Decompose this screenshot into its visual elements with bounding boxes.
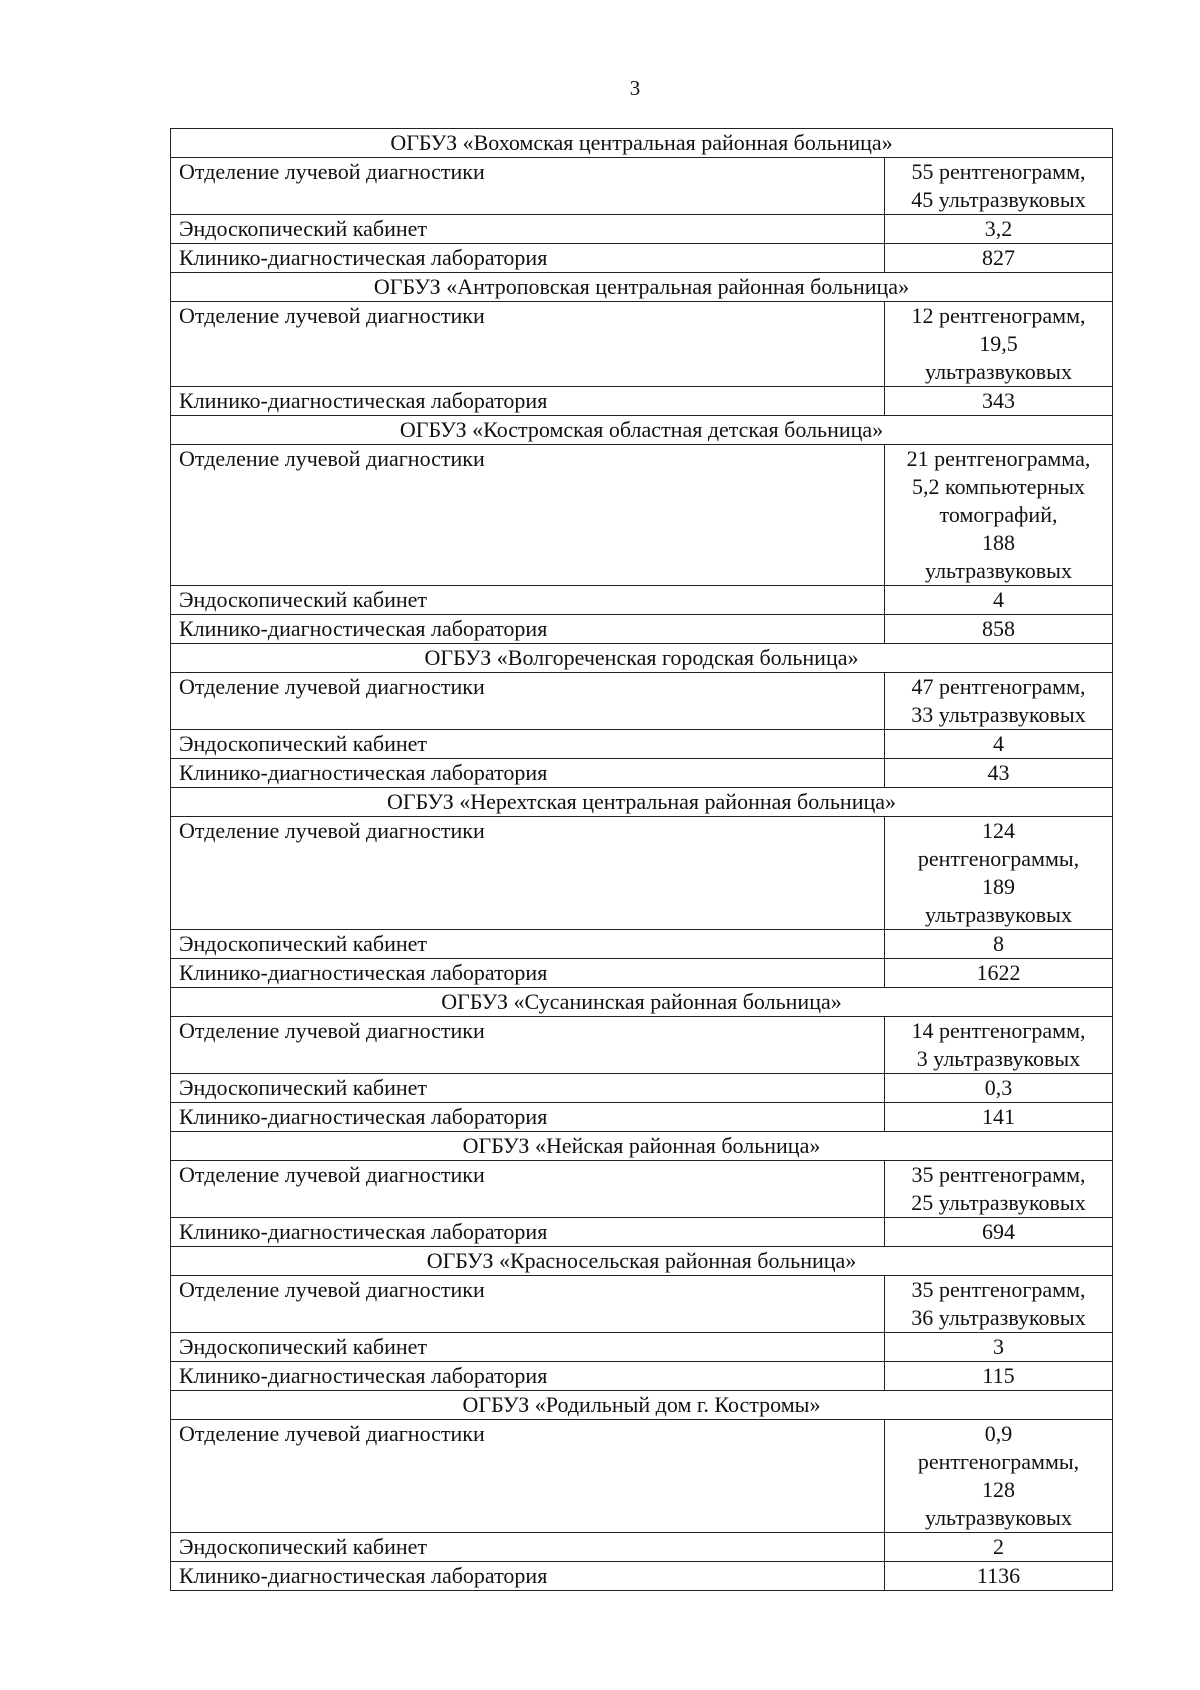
- department-name: Эндоскопический кабинет: [171, 1074, 885, 1103]
- department-name: Эндоскопический кабинет: [171, 930, 885, 959]
- value-line: 1136: [976, 1563, 1021, 1588]
- workload-value: [885, 1362, 1113, 1391]
- institution-header-row: [171, 273, 1113, 302]
- value-line: ультразвуковых: [925, 902, 1072, 927]
- table-row: [171, 1103, 1113, 1132]
- workload-value: [885, 158, 1113, 215]
- department-name: Клинико-диагностическая лаборатория: [171, 759, 885, 788]
- table-row: [171, 1074, 1113, 1103]
- table-row: [171, 1218, 1113, 1247]
- table-row: [171, 930, 1113, 959]
- value-line: 19,5: [979, 331, 1018, 356]
- workload-value: [885, 215, 1113, 244]
- value-line: 5,2 компьютерных: [912, 474, 1085, 499]
- value-line: 0,3: [984, 1075, 1013, 1100]
- institution-header-row: [171, 129, 1113, 158]
- value-line: 189: [982, 874, 1015, 899]
- table-row: [171, 1017, 1113, 1074]
- value-line: 3 ультразвуковых: [916, 1046, 1081, 1071]
- value-line: рентгенограммы,: [917, 846, 1080, 871]
- workload-value: [885, 586, 1113, 615]
- institution-name: ОГБУЗ «Сусанинская районная больница»: [171, 988, 1113, 1017]
- value-line: рентгенограммы,: [917, 1449, 1080, 1474]
- workload-value: [885, 615, 1113, 644]
- table-row: [171, 1533, 1113, 1562]
- institution-header-row: [171, 1132, 1113, 1161]
- institution-name: ОГБУЗ «Родильный дом г. Костромы»: [171, 1391, 1113, 1420]
- workload-value: [885, 930, 1113, 959]
- department-name: Отделение лучевой диагностики: [171, 817, 885, 930]
- table-row: [171, 1333, 1113, 1362]
- department-name: Эндоскопический кабинет: [171, 1533, 885, 1562]
- value-line: 12 рентгенограмм,: [911, 303, 1086, 328]
- value-line: 43: [987, 760, 1010, 785]
- workload-value: [885, 1074, 1113, 1103]
- department-name: Отделение лучевой диагностики: [171, 1017, 885, 1074]
- department-name: Отделение лучевой диагностики: [171, 302, 885, 387]
- table-row: [171, 215, 1113, 244]
- institution-header-row: [171, 1247, 1113, 1276]
- workload-value: [885, 302, 1113, 387]
- table-row: [171, 158, 1113, 215]
- value-line: 3: [993, 1334, 1004, 1359]
- table-row: [171, 244, 1113, 273]
- institution-header-row: [171, 988, 1113, 1017]
- value-line: 47 рентгенограмм,: [911, 674, 1086, 699]
- institution-header-row: [171, 788, 1113, 817]
- workload-value: [885, 759, 1113, 788]
- workload-value: [885, 1218, 1113, 1247]
- value-line: 124: [982, 818, 1015, 843]
- value-line: 55 рентгенограмм,: [911, 159, 1086, 184]
- workload-value: [885, 387, 1113, 416]
- institution-name: ОГБУЗ «Костромская областная детская больница»: [171, 416, 1113, 445]
- table-row: [171, 1420, 1113, 1533]
- department-name: Клинико-диагностическая лаборатория: [171, 959, 885, 988]
- workload-value: [885, 1420, 1113, 1533]
- value-line: 141: [982, 1104, 1015, 1129]
- department-name: Клинико-диагностическая лаборатория: [171, 1103, 885, 1132]
- workload-value: [885, 730, 1113, 759]
- department-name: Эндоскопический кабинет: [171, 730, 885, 759]
- workload-value: [885, 817, 1113, 930]
- value-line: 25 ультразвуковых: [911, 1190, 1086, 1215]
- table-row: [171, 759, 1113, 788]
- institution-header-row: [171, 1391, 1113, 1420]
- value-line: 694: [982, 1219, 1015, 1244]
- value-line: ультразвуковых: [925, 1505, 1072, 1530]
- department-name: Эндоскопический кабинет: [171, 586, 885, 615]
- workload-value: [885, 1333, 1113, 1362]
- table-row: [171, 673, 1113, 730]
- table-row: [171, 586, 1113, 615]
- institution-name: ОГБУЗ «Вохомская центральная районная больница»: [171, 129, 1113, 158]
- institution-name: ОГБУЗ «Нерехтская центральная районная больница»: [171, 788, 1113, 817]
- value-line: 858: [982, 616, 1015, 641]
- workload-value: [885, 1103, 1113, 1132]
- department-name: Клинико-диагностическая лаборатория: [171, 1218, 885, 1247]
- institution-header-row: [171, 416, 1113, 445]
- value-line: 827: [982, 245, 1015, 270]
- table-row: [171, 959, 1113, 988]
- value-line: 1622: [976, 960, 1021, 985]
- table-row: [171, 387, 1113, 416]
- workload-value: [885, 1276, 1113, 1333]
- table-body: [171, 129, 1113, 1591]
- table-row: [171, 1562, 1113, 1591]
- institution-name: ОГБУЗ «Красносельская районная больница»: [171, 1247, 1113, 1276]
- department-name: Клинико-диагностическая лаборатория: [171, 244, 885, 273]
- workload-value: [885, 1562, 1113, 1591]
- department-name: Отделение лучевой диагностики: [171, 1420, 885, 1533]
- table-row: [171, 730, 1113, 759]
- department-name: Отделение лучевой диагностики: [171, 158, 885, 215]
- value-line: 35 рентгенограмм,: [911, 1162, 1086, 1187]
- workload-value: [885, 1533, 1113, 1562]
- department-name: Отделение лучевой диагностики: [171, 1276, 885, 1333]
- value-line: 343: [982, 388, 1015, 413]
- department-name: Отделение лучевой диагностики: [171, 673, 885, 730]
- value-line: 4: [993, 731, 1004, 756]
- value-line: 45 ультразвуковых: [911, 187, 1086, 212]
- table-row: [171, 1276, 1113, 1333]
- workload-value: [885, 673, 1113, 730]
- value-line: 21 рентгенограмма,: [906, 446, 1091, 471]
- value-line: 2: [993, 1534, 1004, 1559]
- institution-name: ОГБУЗ «Нейская районная больница»: [171, 1132, 1113, 1161]
- workload-value: [885, 1017, 1113, 1074]
- institution-name: ОГБУЗ «Антроповская центральная районная больница»: [171, 273, 1113, 302]
- department-name: Клинико-диагностическая лаборатория: [171, 615, 885, 644]
- diagnostics-table: [170, 128, 1113, 1591]
- value-line: 36 ультразвуковых: [911, 1305, 1086, 1330]
- table-row: [171, 1362, 1113, 1391]
- value-line: 4: [993, 587, 1004, 612]
- value-line: ультразвуковых: [925, 558, 1072, 583]
- department-name: Эндоскопический кабинет: [171, 215, 885, 244]
- institution-name: ОГБУЗ «Волгореченская городская больница»: [171, 644, 1113, 673]
- department-name: Отделение лучевой диагностики: [171, 445, 885, 586]
- value-line: 3,2: [984, 216, 1013, 241]
- department-name: Отделение лучевой диагностики: [171, 1161, 885, 1218]
- value-line: 35 рентгенограмм,: [911, 1277, 1086, 1302]
- workload-value: [885, 445, 1113, 586]
- value-line: 33 ультразвуковых: [911, 702, 1086, 727]
- department-name: Эндоскопический кабинет: [171, 1333, 885, 1362]
- department-name: Клинико-диагностическая лаборатория: [171, 387, 885, 416]
- value-line: ультразвуковых: [925, 359, 1072, 384]
- workload-value: [885, 1161, 1113, 1218]
- table-row: [171, 445, 1113, 586]
- page-number: 3: [629, 76, 641, 100]
- table-row: [171, 817, 1113, 930]
- value-line: 128: [982, 1477, 1015, 1502]
- value-line: 188: [982, 530, 1015, 555]
- workload-value: [885, 959, 1113, 988]
- value-line: томографий,: [939, 502, 1058, 527]
- workload-value: [885, 244, 1113, 273]
- table-row: [171, 1161, 1113, 1218]
- institution-header-row: [171, 644, 1113, 673]
- value-line: 115: [982, 1363, 1015, 1388]
- value-line: 14 рентгенограмм,: [911, 1018, 1086, 1043]
- department-name: Клинико-диагностическая лаборатория: [171, 1362, 885, 1391]
- department-name: Клинико-диагностическая лаборатория: [171, 1562, 885, 1591]
- table-row: [171, 302, 1113, 387]
- value-line: 0,9: [984, 1421, 1013, 1446]
- table-row: [171, 615, 1113, 644]
- value-line: 8: [993, 931, 1004, 956]
